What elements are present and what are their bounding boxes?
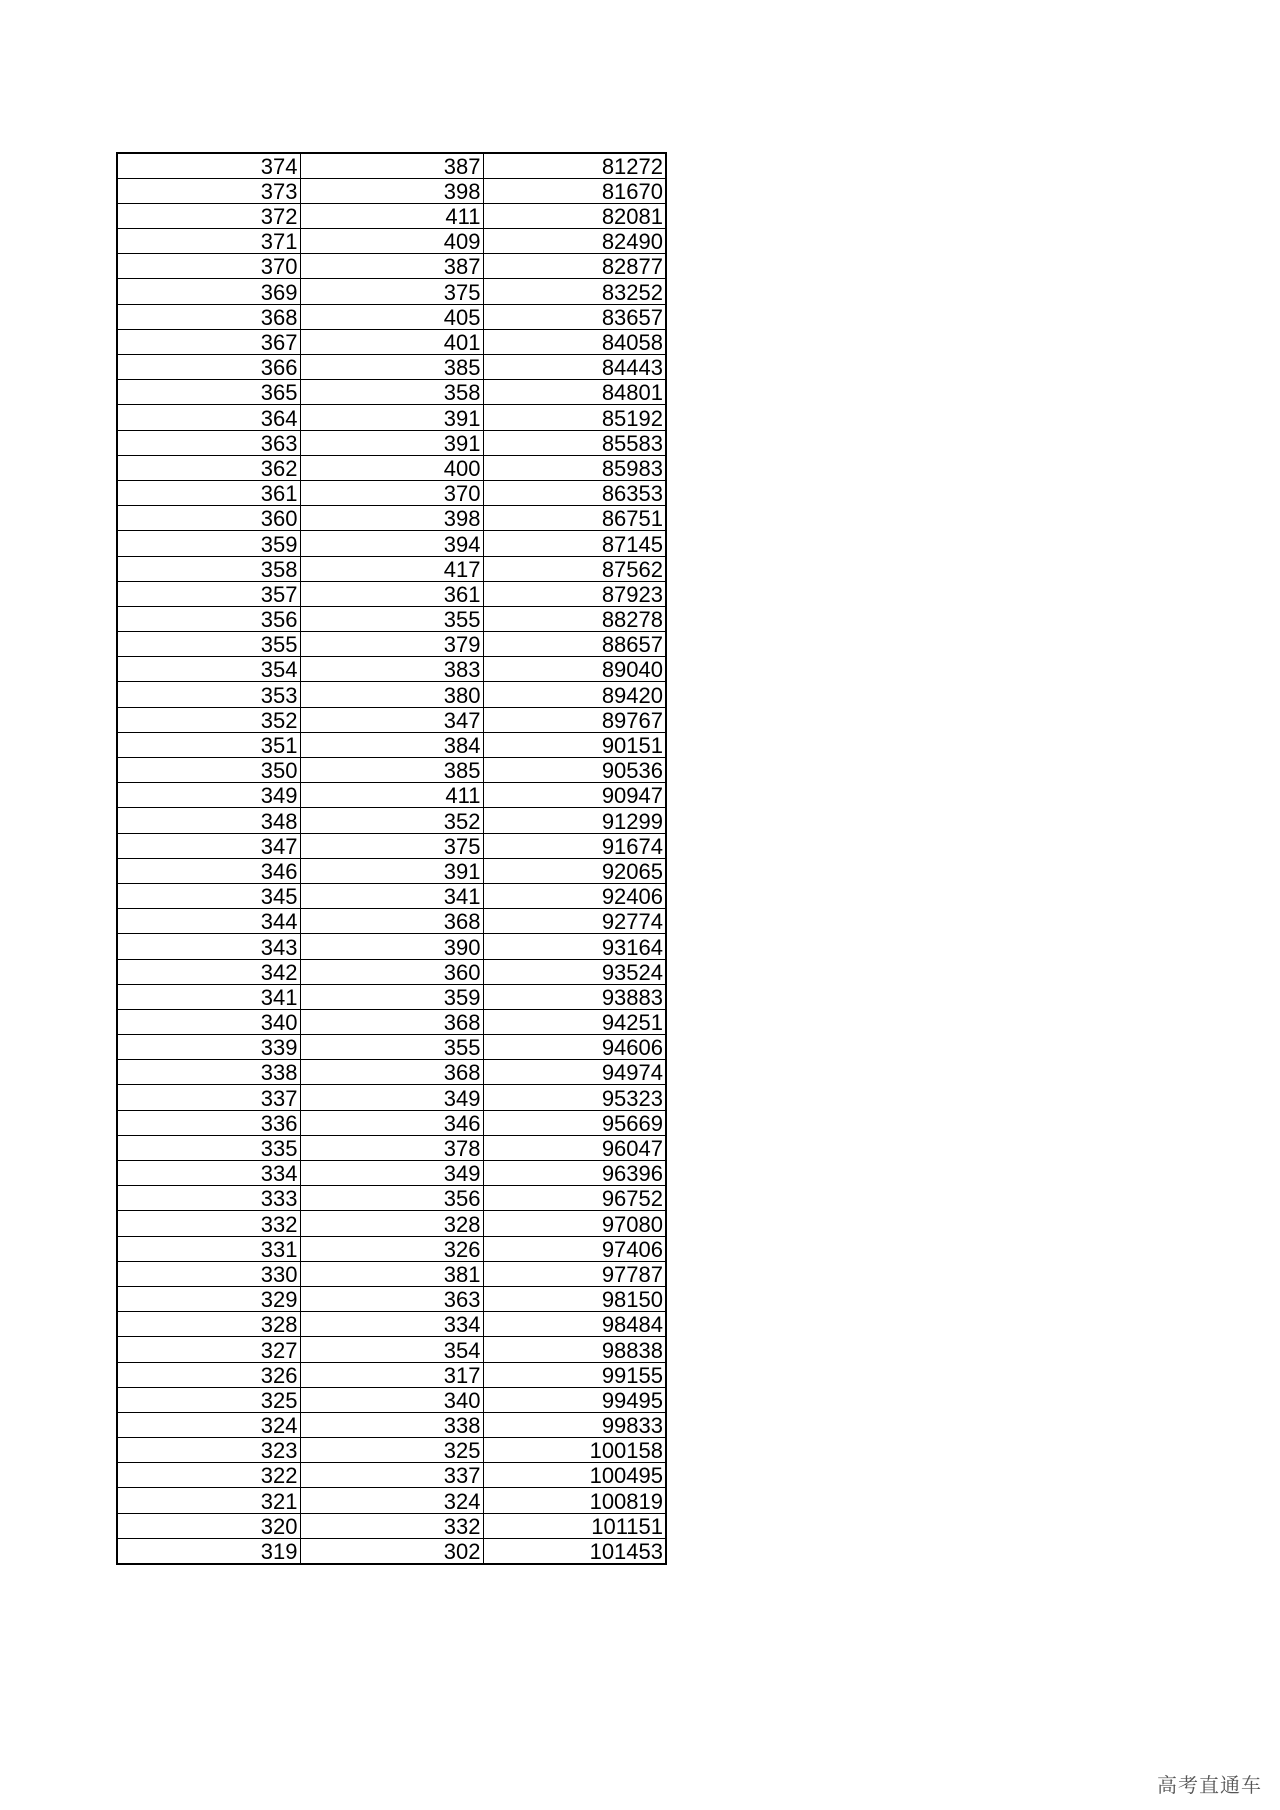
cumulative-cell: 91674 bbox=[483, 833, 666, 858]
score-cell: 335 bbox=[117, 1135, 300, 1160]
watermark: 高考直通车 bbox=[1157, 1773, 1262, 1797]
score-cell: 343 bbox=[117, 934, 300, 959]
score-cell: 348 bbox=[117, 808, 300, 833]
count-cell: 355 bbox=[300, 1035, 483, 1060]
table-row bbox=[117, 632, 666, 657]
score-cell: 350 bbox=[117, 758, 300, 783]
count-cell: 359 bbox=[300, 984, 483, 1009]
table-row bbox=[117, 1438, 666, 1463]
cumulative-cell: 82081 bbox=[483, 203, 666, 228]
cumulative-cell: 87145 bbox=[483, 531, 666, 556]
cumulative-cell: 99155 bbox=[483, 1362, 666, 1387]
score-cell: 337 bbox=[117, 1085, 300, 1110]
count-cell: 334 bbox=[300, 1312, 483, 1337]
cumulative-cell: 92406 bbox=[483, 883, 666, 908]
score-cell: 326 bbox=[117, 1362, 300, 1387]
score-cell: 320 bbox=[117, 1513, 300, 1538]
table-row bbox=[117, 556, 666, 581]
cumulative-cell: 93164 bbox=[483, 934, 666, 959]
score-cell: 344 bbox=[117, 909, 300, 934]
table-row bbox=[117, 1135, 666, 1160]
score-cell: 340 bbox=[117, 1009, 300, 1034]
count-cell: 363 bbox=[300, 1286, 483, 1311]
cumulative-cell: 101151 bbox=[483, 1513, 666, 1538]
count-cell: 409 bbox=[300, 229, 483, 254]
table-row bbox=[117, 1412, 666, 1437]
table-row bbox=[117, 959, 666, 984]
table-row bbox=[117, 229, 666, 254]
count-cell: 375 bbox=[300, 833, 483, 858]
cumulative-cell: 87562 bbox=[483, 556, 666, 581]
cumulative-cell: 96047 bbox=[483, 1135, 666, 1160]
table-row bbox=[117, 1186, 666, 1211]
count-cell: 368 bbox=[300, 909, 483, 934]
cumulative-cell: 85983 bbox=[483, 455, 666, 480]
count-cell: 375 bbox=[300, 279, 483, 304]
table-row bbox=[117, 304, 666, 329]
table-row bbox=[117, 1236, 666, 1261]
count-cell: 360 bbox=[300, 959, 483, 984]
cumulative-cell: 84443 bbox=[483, 355, 666, 380]
table-row bbox=[117, 153, 666, 178]
table-row bbox=[117, 279, 666, 304]
count-cell: 341 bbox=[300, 883, 483, 908]
table-row bbox=[117, 1035, 666, 1060]
table-row bbox=[117, 934, 666, 959]
count-cell: 385 bbox=[300, 355, 483, 380]
cumulative-cell: 90947 bbox=[483, 783, 666, 808]
count-cell: 383 bbox=[300, 657, 483, 682]
count-cell: 368 bbox=[300, 1060, 483, 1085]
table-row bbox=[117, 1463, 666, 1488]
score-cell: 365 bbox=[117, 380, 300, 405]
table-row bbox=[117, 732, 666, 757]
score-cell: 345 bbox=[117, 883, 300, 908]
count-cell: 349 bbox=[300, 1161, 483, 1186]
count-cell: 317 bbox=[300, 1362, 483, 1387]
count-cell: 405 bbox=[300, 304, 483, 329]
score-cell: 349 bbox=[117, 783, 300, 808]
cumulative-cell: 99495 bbox=[483, 1387, 666, 1412]
cumulative-cell: 98838 bbox=[483, 1337, 666, 1362]
count-cell: 398 bbox=[300, 506, 483, 531]
count-cell: 381 bbox=[300, 1261, 483, 1286]
cumulative-cell: 89420 bbox=[483, 682, 666, 707]
count-cell: 356 bbox=[300, 1186, 483, 1211]
score-cell: 330 bbox=[117, 1261, 300, 1286]
cumulative-cell: 99833 bbox=[483, 1412, 666, 1437]
table-row bbox=[117, 909, 666, 934]
score-cell: 357 bbox=[117, 581, 300, 606]
count-cell: 328 bbox=[300, 1211, 483, 1236]
score-cell: 329 bbox=[117, 1286, 300, 1311]
score-cell: 346 bbox=[117, 858, 300, 883]
score-cell: 364 bbox=[117, 405, 300, 430]
table-row bbox=[117, 329, 666, 354]
table-row bbox=[117, 1261, 666, 1286]
table-row bbox=[117, 808, 666, 833]
cumulative-cell: 86353 bbox=[483, 480, 666, 505]
count-cell: 384 bbox=[300, 732, 483, 757]
score-table-body bbox=[117, 153, 666, 1564]
table-row bbox=[117, 1286, 666, 1311]
score-cell: 369 bbox=[117, 279, 300, 304]
score-cell: 332 bbox=[117, 1211, 300, 1236]
cumulative-cell: 100819 bbox=[483, 1488, 666, 1513]
cumulative-cell: 98150 bbox=[483, 1286, 666, 1311]
table-row bbox=[117, 1211, 666, 1236]
score-cell: 370 bbox=[117, 254, 300, 279]
cumulative-cell: 86751 bbox=[483, 506, 666, 531]
cumulative-cell: 81272 bbox=[483, 153, 666, 178]
score-cell: 367 bbox=[117, 329, 300, 354]
table-row bbox=[117, 1538, 666, 1563]
count-cell: 391 bbox=[300, 858, 483, 883]
score-cell: 360 bbox=[117, 506, 300, 531]
count-cell: 338 bbox=[300, 1412, 483, 1437]
score-cell: 355 bbox=[117, 632, 300, 657]
score-cell: 351 bbox=[117, 732, 300, 757]
count-cell: 417 bbox=[300, 556, 483, 581]
score-cell: 374 bbox=[117, 153, 300, 178]
score-cell: 358 bbox=[117, 556, 300, 581]
score-cell: 323 bbox=[117, 1438, 300, 1463]
cumulative-cell: 97406 bbox=[483, 1236, 666, 1261]
cumulative-cell: 81670 bbox=[483, 178, 666, 203]
score-cell: 328 bbox=[117, 1312, 300, 1337]
score-cell: 352 bbox=[117, 707, 300, 732]
score-cell: 359 bbox=[117, 531, 300, 556]
count-cell: 324 bbox=[300, 1488, 483, 1513]
cumulative-cell: 94251 bbox=[483, 1009, 666, 1034]
table-row bbox=[117, 1161, 666, 1186]
count-cell: 332 bbox=[300, 1513, 483, 1538]
score-cell: 347 bbox=[117, 833, 300, 858]
cumulative-cell: 87923 bbox=[483, 581, 666, 606]
count-cell: 302 bbox=[300, 1538, 483, 1563]
table-row bbox=[117, 1337, 666, 1362]
count-cell: 390 bbox=[300, 934, 483, 959]
score-cell: 331 bbox=[117, 1236, 300, 1261]
cumulative-cell: 93883 bbox=[483, 984, 666, 1009]
count-cell: 387 bbox=[300, 254, 483, 279]
table-row bbox=[117, 455, 666, 480]
table-row bbox=[117, 480, 666, 505]
count-cell: 354 bbox=[300, 1337, 483, 1362]
cumulative-cell: 96396 bbox=[483, 1161, 666, 1186]
table-row bbox=[117, 657, 666, 682]
score-cell: 371 bbox=[117, 229, 300, 254]
count-cell: 352 bbox=[300, 808, 483, 833]
score-cell: 333 bbox=[117, 1186, 300, 1211]
cumulative-cell: 88657 bbox=[483, 632, 666, 657]
table-row bbox=[117, 178, 666, 203]
cumulative-cell: 83252 bbox=[483, 279, 666, 304]
table-row bbox=[117, 380, 666, 405]
score-cell: 353 bbox=[117, 682, 300, 707]
cumulative-cell: 97080 bbox=[483, 1211, 666, 1236]
table-row bbox=[117, 682, 666, 707]
cumulative-cell: 82490 bbox=[483, 229, 666, 254]
count-cell: 361 bbox=[300, 581, 483, 606]
table-row bbox=[117, 1513, 666, 1538]
cumulative-cell: 89040 bbox=[483, 657, 666, 682]
table-row bbox=[117, 1009, 666, 1034]
score-cell: 341 bbox=[117, 984, 300, 1009]
count-cell: 391 bbox=[300, 405, 483, 430]
cumulative-cell: 82877 bbox=[483, 254, 666, 279]
cumulative-cell: 96752 bbox=[483, 1186, 666, 1211]
count-cell: 398 bbox=[300, 178, 483, 203]
table-row bbox=[117, 858, 666, 883]
count-cell: 368 bbox=[300, 1009, 483, 1034]
cumulative-cell: 85192 bbox=[483, 405, 666, 430]
table-row bbox=[117, 355, 666, 380]
count-cell: 391 bbox=[300, 430, 483, 455]
cumulative-cell: 100495 bbox=[483, 1463, 666, 1488]
table-row bbox=[117, 203, 666, 228]
table-row bbox=[117, 1387, 666, 1412]
count-cell: 394 bbox=[300, 531, 483, 556]
table-row bbox=[117, 581, 666, 606]
table-row bbox=[117, 707, 666, 732]
count-cell: 347 bbox=[300, 707, 483, 732]
table-row bbox=[117, 1488, 666, 1513]
table-row bbox=[117, 1362, 666, 1387]
score-cell: 368 bbox=[117, 304, 300, 329]
cumulative-cell: 95669 bbox=[483, 1110, 666, 1135]
table-row bbox=[117, 783, 666, 808]
count-cell: 325 bbox=[300, 1438, 483, 1463]
score-cell: 324 bbox=[117, 1412, 300, 1437]
count-cell: 380 bbox=[300, 682, 483, 707]
count-cell: 378 bbox=[300, 1135, 483, 1160]
table-row bbox=[117, 1085, 666, 1110]
cumulative-cell: 84058 bbox=[483, 329, 666, 354]
score-cell: 322 bbox=[117, 1463, 300, 1488]
score-cell: 362 bbox=[117, 455, 300, 480]
cumulative-cell: 97787 bbox=[483, 1261, 666, 1286]
count-cell: 401 bbox=[300, 329, 483, 354]
cumulative-cell: 98484 bbox=[483, 1312, 666, 1337]
score-table bbox=[116, 152, 667, 1565]
cumulative-cell: 89767 bbox=[483, 707, 666, 732]
score-cell: 373 bbox=[117, 178, 300, 203]
count-cell: 411 bbox=[300, 783, 483, 808]
count-cell: 346 bbox=[300, 1110, 483, 1135]
score-cell: 356 bbox=[117, 606, 300, 631]
score-cell: 354 bbox=[117, 657, 300, 682]
score-cell: 336 bbox=[117, 1110, 300, 1135]
score-cell: 325 bbox=[117, 1387, 300, 1412]
count-cell: 370 bbox=[300, 480, 483, 505]
table-row bbox=[117, 758, 666, 783]
cumulative-cell: 92065 bbox=[483, 858, 666, 883]
cumulative-cell: 90151 bbox=[483, 732, 666, 757]
score-cell: 372 bbox=[117, 203, 300, 228]
cumulative-cell: 88278 bbox=[483, 606, 666, 631]
cumulative-cell: 101453 bbox=[483, 1538, 666, 1563]
score-cell: 321 bbox=[117, 1488, 300, 1513]
count-cell: 387 bbox=[300, 153, 483, 178]
score-cell: 342 bbox=[117, 959, 300, 984]
count-cell: 379 bbox=[300, 632, 483, 657]
cumulative-cell: 90536 bbox=[483, 758, 666, 783]
cumulative-cell: 95323 bbox=[483, 1085, 666, 1110]
score-cell: 334 bbox=[117, 1161, 300, 1186]
count-cell: 355 bbox=[300, 606, 483, 631]
cumulative-cell: 93524 bbox=[483, 959, 666, 984]
score-cell: 319 bbox=[117, 1538, 300, 1563]
score-cell: 339 bbox=[117, 1035, 300, 1060]
table-row bbox=[117, 1110, 666, 1135]
table-row bbox=[117, 531, 666, 556]
count-cell: 400 bbox=[300, 455, 483, 480]
score-cell: 363 bbox=[117, 430, 300, 455]
count-cell: 411 bbox=[300, 203, 483, 228]
score-cell: 338 bbox=[117, 1060, 300, 1085]
cumulative-cell: 85583 bbox=[483, 430, 666, 455]
table-row bbox=[117, 254, 666, 279]
table-row bbox=[117, 506, 666, 531]
score-cell: 361 bbox=[117, 480, 300, 505]
count-cell: 337 bbox=[300, 1463, 483, 1488]
cumulative-cell: 83657 bbox=[483, 304, 666, 329]
table-row bbox=[117, 1060, 666, 1085]
cumulative-cell: 84801 bbox=[483, 380, 666, 405]
table-row bbox=[117, 833, 666, 858]
count-cell: 358 bbox=[300, 380, 483, 405]
score-cell: 327 bbox=[117, 1337, 300, 1362]
table-row bbox=[117, 430, 666, 455]
cumulative-cell: 94606 bbox=[483, 1035, 666, 1060]
cumulative-cell: 92774 bbox=[483, 909, 666, 934]
count-cell: 349 bbox=[300, 1085, 483, 1110]
table-row bbox=[117, 606, 666, 631]
count-cell: 340 bbox=[300, 1387, 483, 1412]
cumulative-cell: 94974 bbox=[483, 1060, 666, 1085]
table-row bbox=[117, 984, 666, 1009]
score-cell: 366 bbox=[117, 355, 300, 380]
table-row bbox=[117, 1312, 666, 1337]
cumulative-cell: 100158 bbox=[483, 1438, 666, 1463]
cumulative-cell: 91299 bbox=[483, 808, 666, 833]
count-cell: 385 bbox=[300, 758, 483, 783]
table-row bbox=[117, 405, 666, 430]
count-cell: 326 bbox=[300, 1236, 483, 1261]
table-row bbox=[117, 883, 666, 908]
